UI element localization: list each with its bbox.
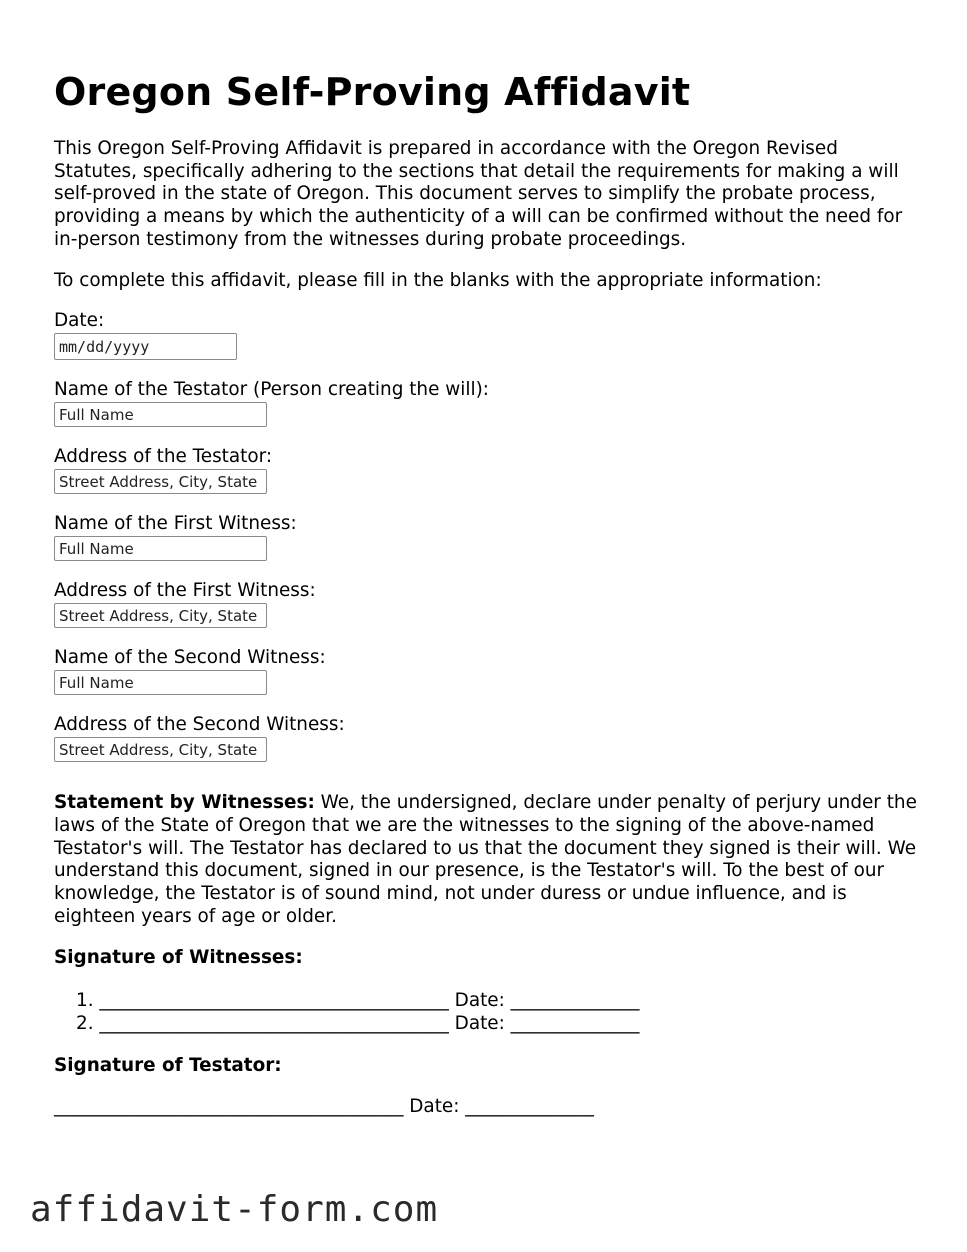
testator-name-label: Name of the Testator (Person creating the will): xyxy=(54,379,489,401)
testator-address-label: Address of the Testator: xyxy=(54,446,273,468)
witness-signature-line-2: 2. ______________________________________ Date: ______________ xyxy=(76,1012,640,1034)
second-witness-address-field-group xyxy=(54,714,924,762)
second-witness-name-label: Name of the Second Witness: xyxy=(54,647,326,669)
witness-statement-heading: Statement by Witnesses: xyxy=(54,792,315,814)
second-witness-address-label: Address of the Second Witness: xyxy=(54,714,345,736)
testator-name-field-group xyxy=(54,379,924,427)
testator-signature-heading: Signature of Testator: xyxy=(54,1054,282,1076)
page-title: Oregon Self-Proving Affidavit xyxy=(54,70,691,114)
second-witness-name-field-group xyxy=(54,647,924,695)
first-witness-name-field-group xyxy=(54,513,924,561)
witness-statement xyxy=(54,792,924,928)
first-witness-address-input[interactable] xyxy=(54,603,267,628)
first-witness-address-label: Address of the First Witness: xyxy=(54,580,316,602)
date-field-group xyxy=(54,310,924,360)
affidavit-document xyxy=(54,66,924,1119)
witness-signatures-heading: Signature of Witnesses: xyxy=(54,947,303,969)
first-witness-name-label: Name of the First Witness: xyxy=(54,513,297,535)
date-label: Date: xyxy=(54,310,105,332)
second-witness-address-input[interactable] xyxy=(54,737,267,762)
testator-name-input[interactable] xyxy=(54,402,267,427)
watermark: affidavit-form.com xyxy=(30,1189,439,1230)
witness-statement-text: We, the undersigned, declare under penalty of perjury under the laws of the State of Oregon that we are the witnesses to the signing of the above-named Testator's will. The Testator has declared to us that the document they signed is their will. We understand this document, signed in our presence, is the Testator's will. To the best of our knowledge, the Testator is of sound mind, not under duress or undue influence, and is eighteen years of age or older. xyxy=(54,792,917,927)
first-witness-name-input[interactable] xyxy=(54,536,267,561)
testator-signature-line: ______________________________________ Date: ______________ xyxy=(54,1096,595,1118)
testator-address-field-group xyxy=(54,446,924,494)
testator-address-input[interactable] xyxy=(54,469,267,494)
witness-signature-list xyxy=(54,990,924,1035)
intro-paragraph: This Oregon Self-Proving Affidavit is prepared in accordance with the Oregon Revised Statutes, specifically adhering to the sections that detail the requirements for making a will self-proved in the state of Oregon. This document serves to simplify the probate process, providing a means by which the authenticity of a will can be confirmed without the need for in-person testimony from the witnesses during probate proceedings. xyxy=(54,138,903,250)
date-input[interactable] xyxy=(54,333,237,360)
second-witness-name-input[interactable] xyxy=(54,670,267,695)
first-witness-address-field-group xyxy=(54,580,924,628)
witness-signature-line-1: 1. ______________________________________ Date: ______________ xyxy=(76,990,640,1012)
instruction-text: To complete this affidavit, please fill in the blanks with the appropriate information: xyxy=(54,269,822,291)
